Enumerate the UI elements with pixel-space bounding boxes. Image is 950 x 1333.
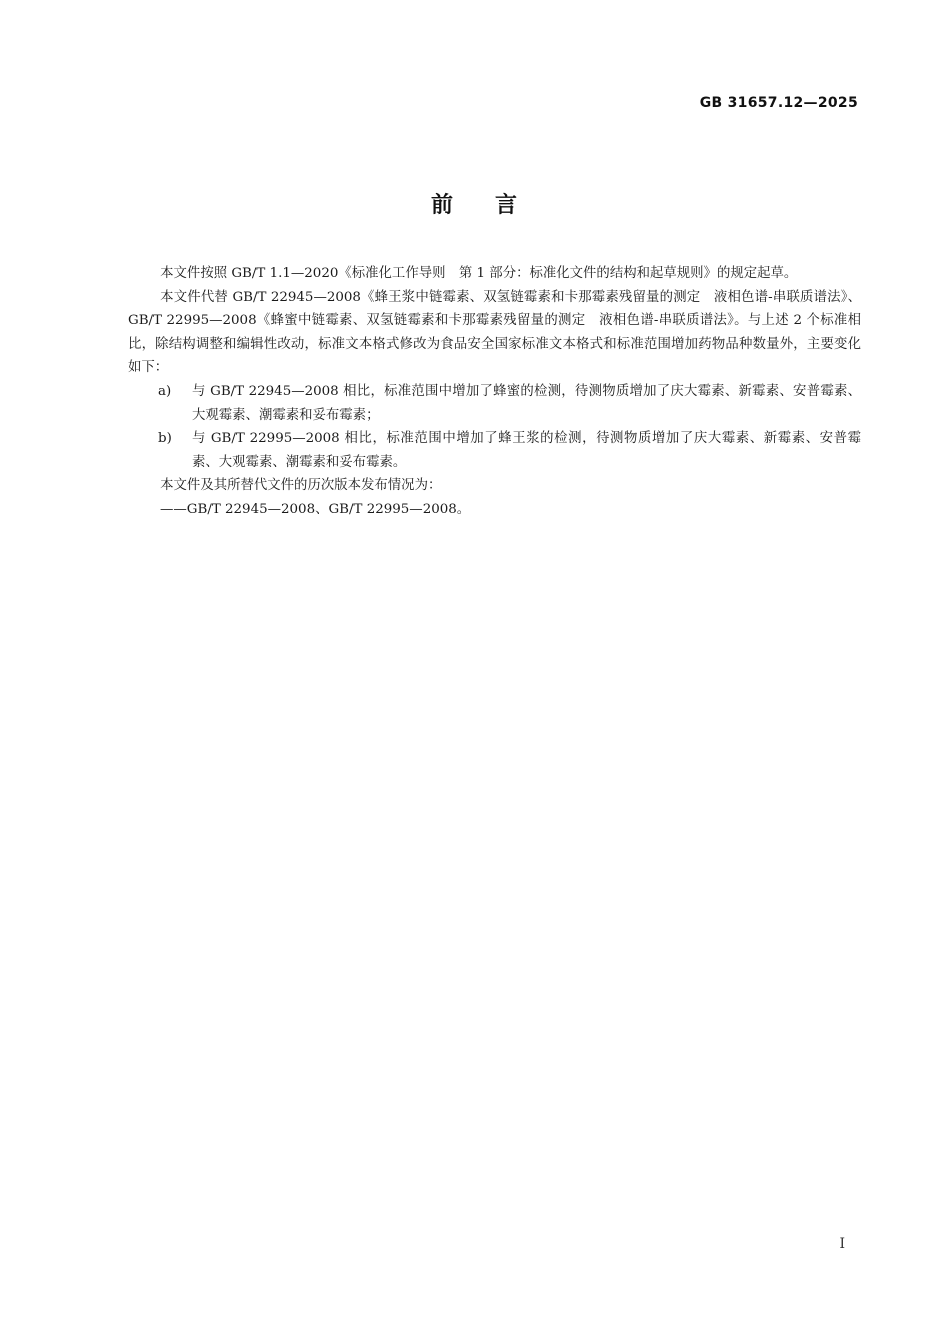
paragraph-drafting-basis: 本文件按照 GB/T 1.1—2020《标准化工作导则 第 1 部分：标准化文件的结构和起草规则》的规定起草。 <box>160 266 798 281</box>
standard-number: GB 31657.12—2025 <box>699 95 858 111</box>
history-list-item: ——GB/T 22945—2008、GB/T 22995—2008。 <box>160 501 471 517</box>
change-item-a <box>128 380 861 427</box>
title-char-2: 言 <box>495 193 520 218</box>
change-item-marker: a) <box>158 383 172 399</box>
title-char-1: 前 <box>430 193 455 218</box>
paragraph-replacement: 本文件代替 GB/T 22945—2008《蜂王浆中链霉素、双氢链霉素和卡那霉素残留量的测定 液相色谱-串联质谱法》、GB/T 22995—2008《蜂蜜中链霉素、双氢链霉素和卡那霉素残留量的测定 液相色谱-串联质谱法》。与上述 2 个标准相比，除结构调整和编辑性改动，标准文本格式修改为食品安全国家标准文本格式和标准范围增加药物品种数量外，主要变化如下： <box>128 289 861 376</box>
change-item-b <box>128 427 861 474</box>
change-item-marker: b) <box>158 431 172 447</box>
change-item-text: 与 GB/T 22945—2008 相比，标准范围中增加了蜂蜜的检测，待测物质增加了庆大霉素、新霉素、安普霉素、大观霉素、潮霉素和妥布霉素； <box>192 383 861 423</box>
paragraph-history-intro: 本文件及其所替代文件的历次版本发布情况为： <box>160 478 442 494</box>
change-item-text: 与 GB/T 22995—2008 相比，标准范围中增加了蜂王浆的检测，待测物质增加了庆大霉素、新霉素、安普霉素、大观霉素、潮霉素和妥布霉素。 <box>192 431 861 470</box>
foreword-body <box>128 262 861 522</box>
page-title <box>0 188 950 219</box>
page-number: I <box>839 1236 845 1252</box>
